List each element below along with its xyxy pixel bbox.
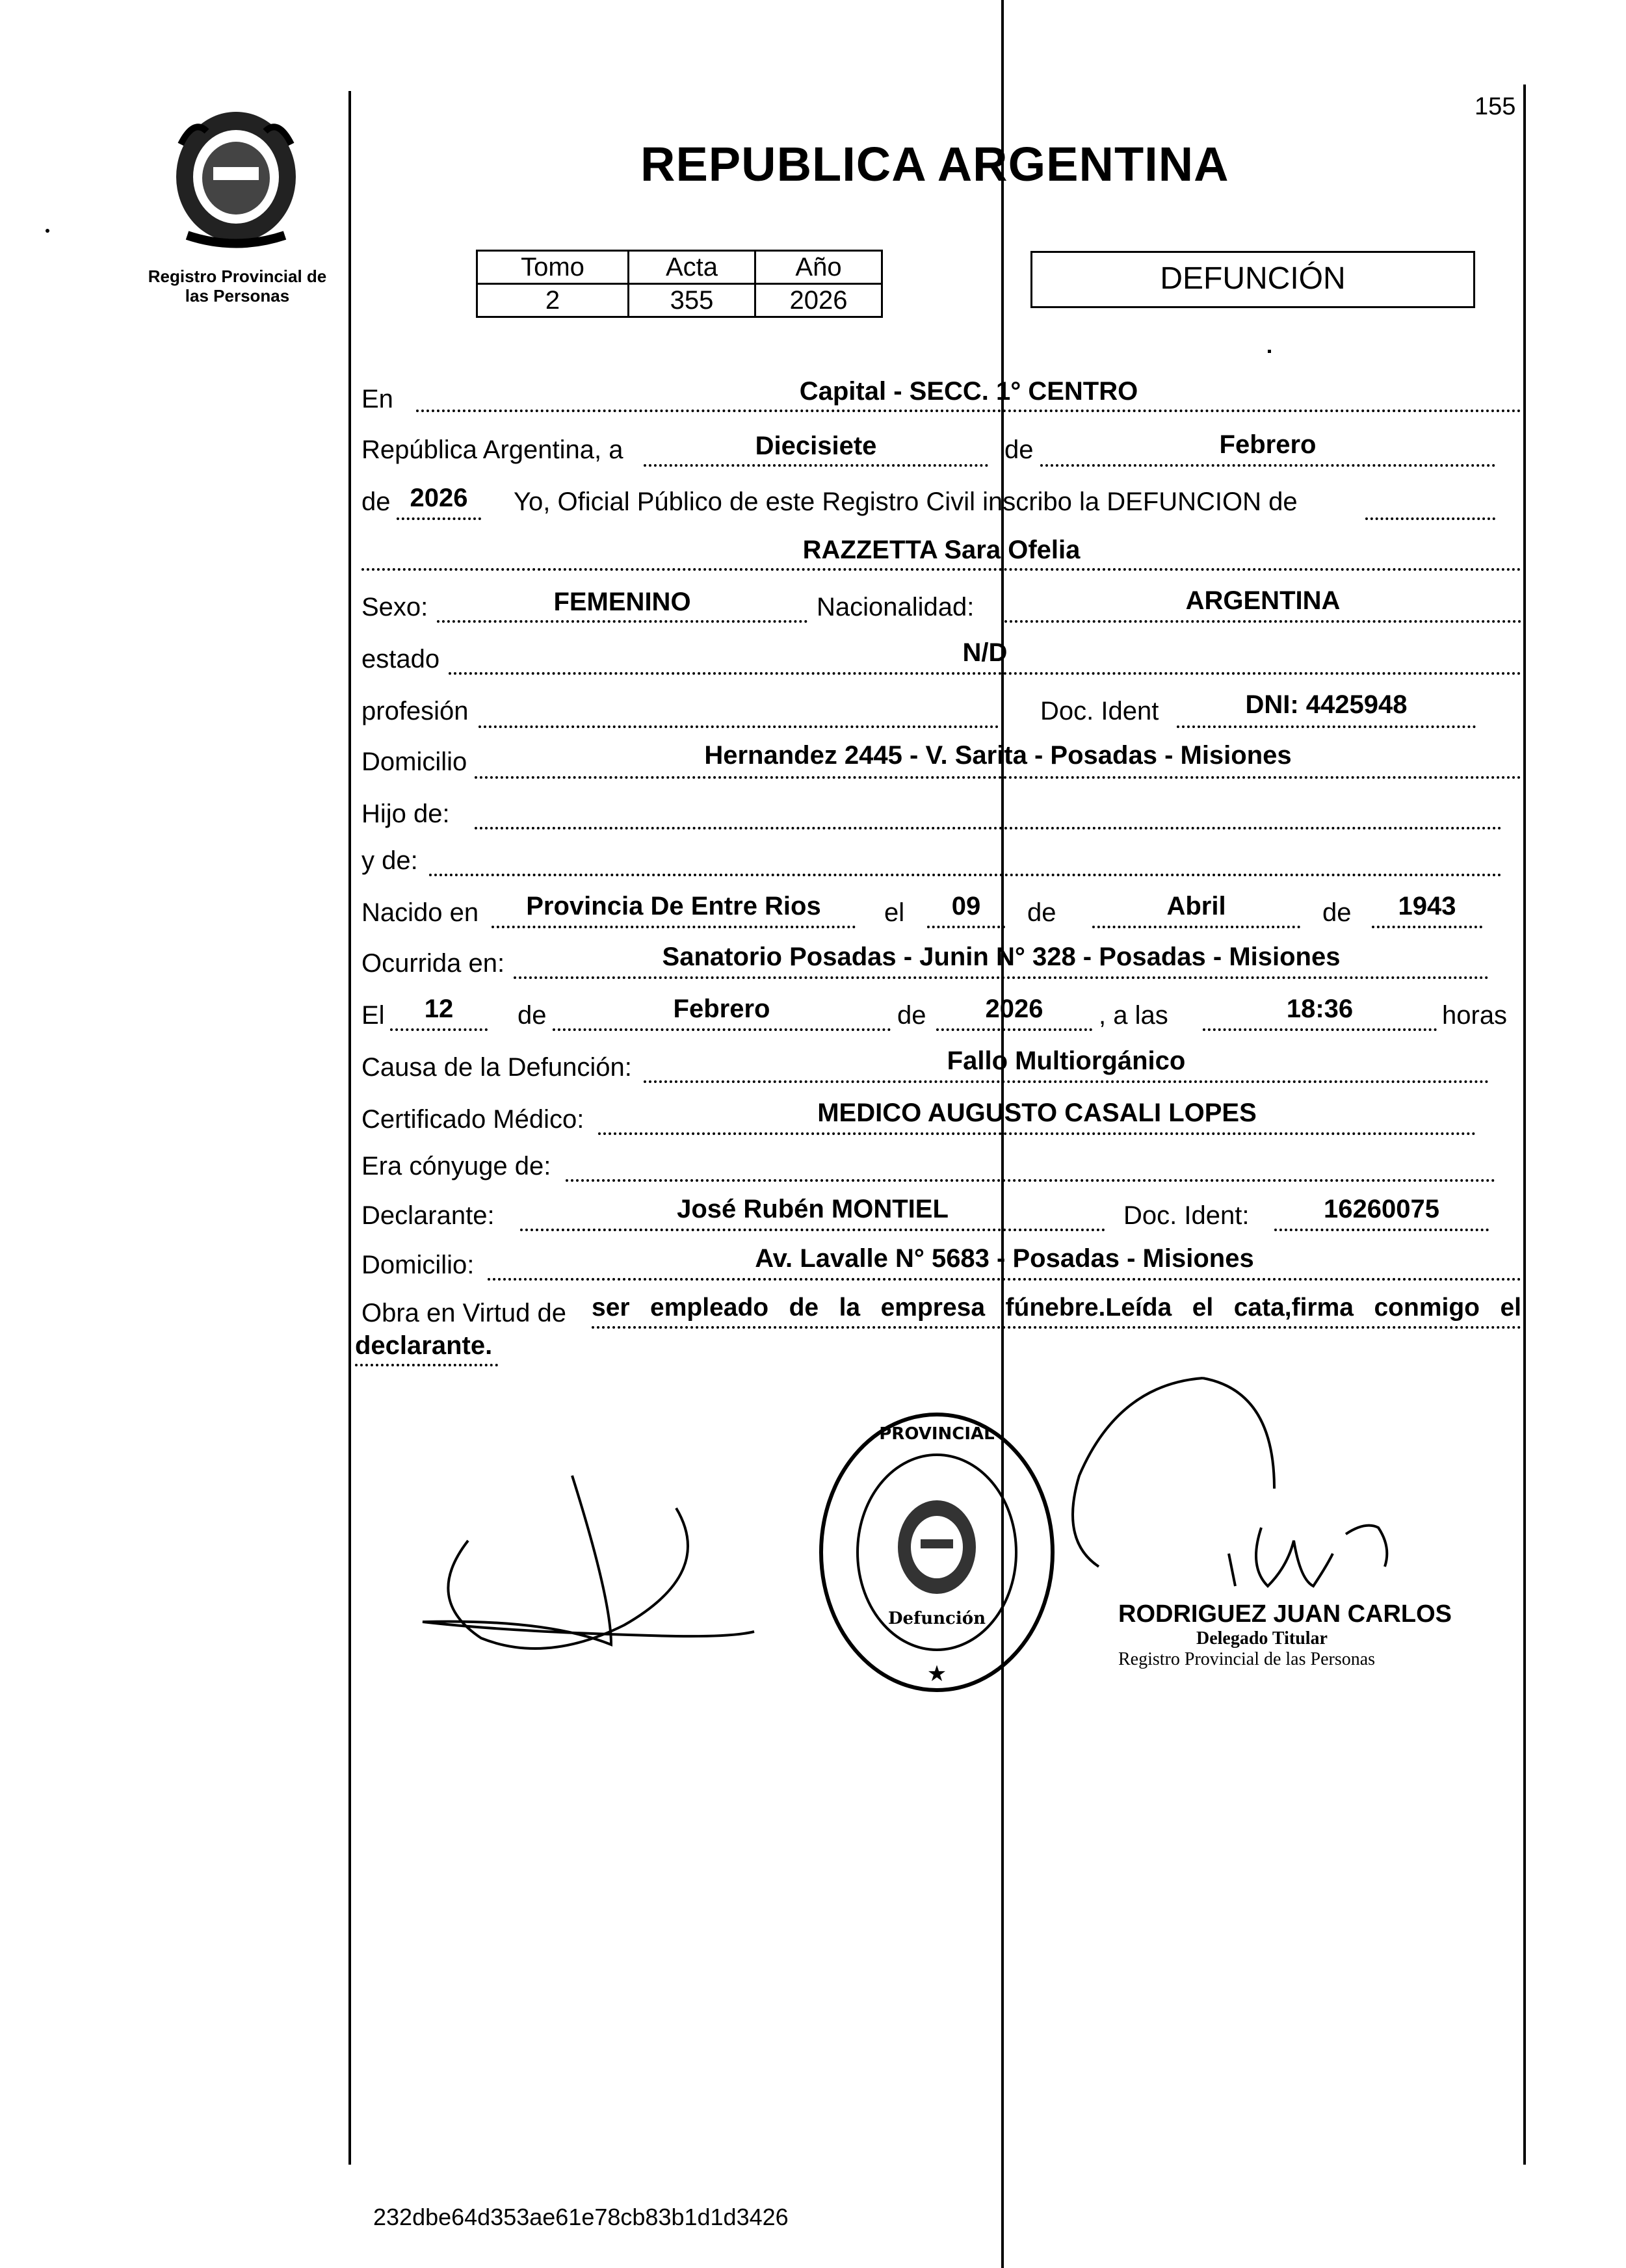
domicilio2-label: Domicilio: — [361, 1251, 475, 1279]
anio-header: Año — [755, 251, 882, 284]
fecha-def-mes: Febrero — [673, 995, 770, 1023]
nacionalidad-value: ARGENTINA — [1185, 586, 1341, 615]
declarante-dots — [520, 1229, 1105, 1231]
nacido-el-label: el — [884, 898, 905, 927]
nacido-anio: 1943 — [1398, 892, 1456, 920]
obra-value-line2: declarante. — [355, 1331, 493, 1360]
page-title: REPUBLICA ARGENTINA — [640, 137, 1229, 191]
deceased-name: RAZZETTA Sara Ofelia — [802, 536, 1081, 564]
anio-dots — [397, 517, 481, 520]
nacido-de2-label: de — [1322, 898, 1352, 927]
officer-name: RODRIGUEZ JUAN CARLOS — [1118, 1600, 1452, 1628]
fecha-dia: Diecisiete — [755, 432, 877, 460]
inscribo-text: Yo, Oficial Público de este Registro Civil inscribo la DEFUNCION de — [514, 488, 1298, 516]
sexo-value: FEMENINO — [553, 588, 691, 616]
officer-block — [1118, 1600, 1482, 1670]
speck — [1268, 350, 1271, 353]
nacido-mes-dots — [1092, 926, 1300, 928]
y-de-dots — [429, 874, 1502, 876]
tomo-value: 2 — [477, 284, 629, 317]
en-label: En — [361, 385, 393, 413]
nacido-anio-dots — [1372, 926, 1482, 928]
fecha-label: República Argentina, a — [361, 436, 623, 464]
svg-text:PROVINCIAL: PROVINCIAL — [879, 1424, 995, 1444]
fecha-def-alas: , a las — [1099, 1001, 1168, 1030]
fecha-def-de2: de — [897, 1001, 926, 1030]
nacido-dia: 09 — [951, 892, 981, 920]
fecha-def-mes-dots — [553, 1028, 891, 1031]
doc-value: DNI: 4425948 — [1245, 690, 1408, 719]
nacido-lugar: Provincia De Entre Rios — [526, 892, 821, 920]
declarante-value: José Rubén MONTIEL — [677, 1195, 949, 1223]
domicilio2-value: Av. Lavalle N° 5683 - Posadas - Misiones — [755, 1244, 1254, 1273]
profesion-label: profesión — [361, 697, 469, 725]
official-seal — [817, 1409, 1057, 1695]
y-de-label: y de: — [361, 846, 418, 875]
domicilio-value: Hernandez 2445 - V. Sarita - Posadas - Misiones — [704, 741, 1292, 770]
fecha-de-label: de — [1004, 436, 1034, 464]
registry-line-2: las Personas — [185, 286, 290, 306]
fecha-def-hora-dots — [1203, 1028, 1437, 1031]
nacido-mes: Abril — [1166, 892, 1226, 920]
svg-text:Defunción: Defunción — [887, 1609, 986, 1628]
estado-value: N/D — [962, 638, 1008, 667]
causa-dots — [644, 1080, 1489, 1083]
fecha-def-el: El — [361, 1001, 385, 1030]
fecha-mes-dots — [1040, 464, 1495, 467]
speck — [46, 229, 49, 233]
fecha-def-dia: 12 — [424, 995, 454, 1023]
fecha-dia-dots — [644, 464, 988, 467]
hijo-dots — [475, 827, 1502, 829]
right-margin-rule — [1523, 85, 1526, 2165]
declarante-doc-dots — [1274, 1229, 1489, 1231]
certificado-dots — [598, 1132, 1476, 1135]
anio-value: 2026 — [755, 284, 882, 317]
fecha-def-horas: horas — [1442, 1001, 1508, 1030]
en-value: Capital - SECC. 1° CENTRO — [799, 377, 1138, 406]
ocurrida-label: Ocurrida en: — [361, 949, 505, 978]
declarant-signature — [416, 1469, 780, 1690]
domicilio-dots — [475, 776, 1521, 779]
tomo-header: Tomo — [477, 251, 629, 284]
hijo-label: Hijo de: — [361, 800, 450, 828]
left-margin-rule — [348, 91, 351, 2165]
nacionalidad-dots — [1004, 620, 1521, 623]
conyuge-label: Era cónyuge de: — [361, 1152, 551, 1180]
nacido-dia-dots — [927, 926, 1005, 928]
nacido-de1-label: de — [1027, 898, 1056, 927]
en-dots — [416, 410, 1521, 412]
domicilio-label: Domicilio — [361, 748, 467, 776]
doc-label: Doc. Ident — [1040, 697, 1159, 725]
fecha-def-hora: 18:36 — [1286, 995, 1354, 1023]
fecha-def-dia-dots — [390, 1028, 488, 1031]
acta-header: Acta — [629, 251, 755, 284]
certificado-label: Certificado Médico: — [361, 1105, 584, 1134]
sexo-label: Sexo: — [361, 593, 428, 621]
obra-dots-1 — [592, 1326, 1521, 1329]
certificado-value: MEDICO AUGUSTO CASALI LOPES — [817, 1099, 1257, 1127]
name-dots — [361, 568, 1521, 571]
anio-value-line: 2026 — [410, 484, 468, 512]
declarante-doc-label: Doc. Ident: — [1123, 1201, 1250, 1230]
ocurrida-value: Sanatorio Posadas - Junin N° 328 - Posadas - Misiones — [662, 943, 1341, 971]
registry-line-1: Registro Provincial de — [148, 267, 327, 286]
registry-logo — [168, 105, 304, 248]
obra-value-line1: ser empleado de la empresa fúnebre.Leída el cata,firma conmigo el — [592, 1294, 1521, 1322]
sexo-dots — [437, 620, 807, 623]
nacionalidad-label: Nacionalidad: — [817, 593, 975, 621]
registry-name — [130, 267, 345, 306]
acta-value: 355 — [629, 284, 755, 317]
declarante-label: Declarante: — [361, 1201, 495, 1230]
ocurrida-dots — [514, 976, 1489, 979]
estado-dots — [449, 672, 1521, 675]
page-number: 155 — [1475, 93, 1516, 120]
record-type-box: DEFUNCIÓN — [1030, 251, 1475, 308]
obra-label: Obra en Virtud de — [361, 1299, 567, 1327]
conyuge-dots — [566, 1179, 1495, 1182]
svg-text:★: ★ — [926, 1661, 947, 1687]
fecha-def-de1: de — [518, 1001, 547, 1030]
obra-dots-2 — [355, 1364, 498, 1366]
causa-value: Fallo Multiorgánico — [947, 1047, 1186, 1075]
domicilio2-dots — [488, 1278, 1521, 1281]
fecha-mes: Febrero — [1219, 430, 1317, 459]
estado-label: estado — [361, 645, 440, 673]
inscribo-dots — [1365, 517, 1495, 520]
record-table — [476, 250, 883, 318]
profesion-dots — [479, 725, 999, 728]
fecha-def-anio-dots — [936, 1028, 1092, 1031]
nacido-label: Nacido en — [361, 898, 479, 927]
fecha-def-anio: 2026 — [985, 995, 1043, 1023]
nacido-lugar-dots — [492, 926, 856, 928]
declarante-doc-value: 16260075 — [1324, 1195, 1439, 1223]
officer-title: Delegado Titular — [1196, 1628, 1328, 1649]
causa-label: Causa de la Defunción: — [361, 1053, 632, 1082]
officer-office: Registro Provincial de las Personas — [1118, 1649, 1376, 1669]
anio-de-label: de — [361, 488, 391, 516]
doc-dots — [1177, 725, 1476, 728]
document-hash: 232dbe64d353ae61e78cb83b1d1d3426 — [373, 2204, 789, 2230]
